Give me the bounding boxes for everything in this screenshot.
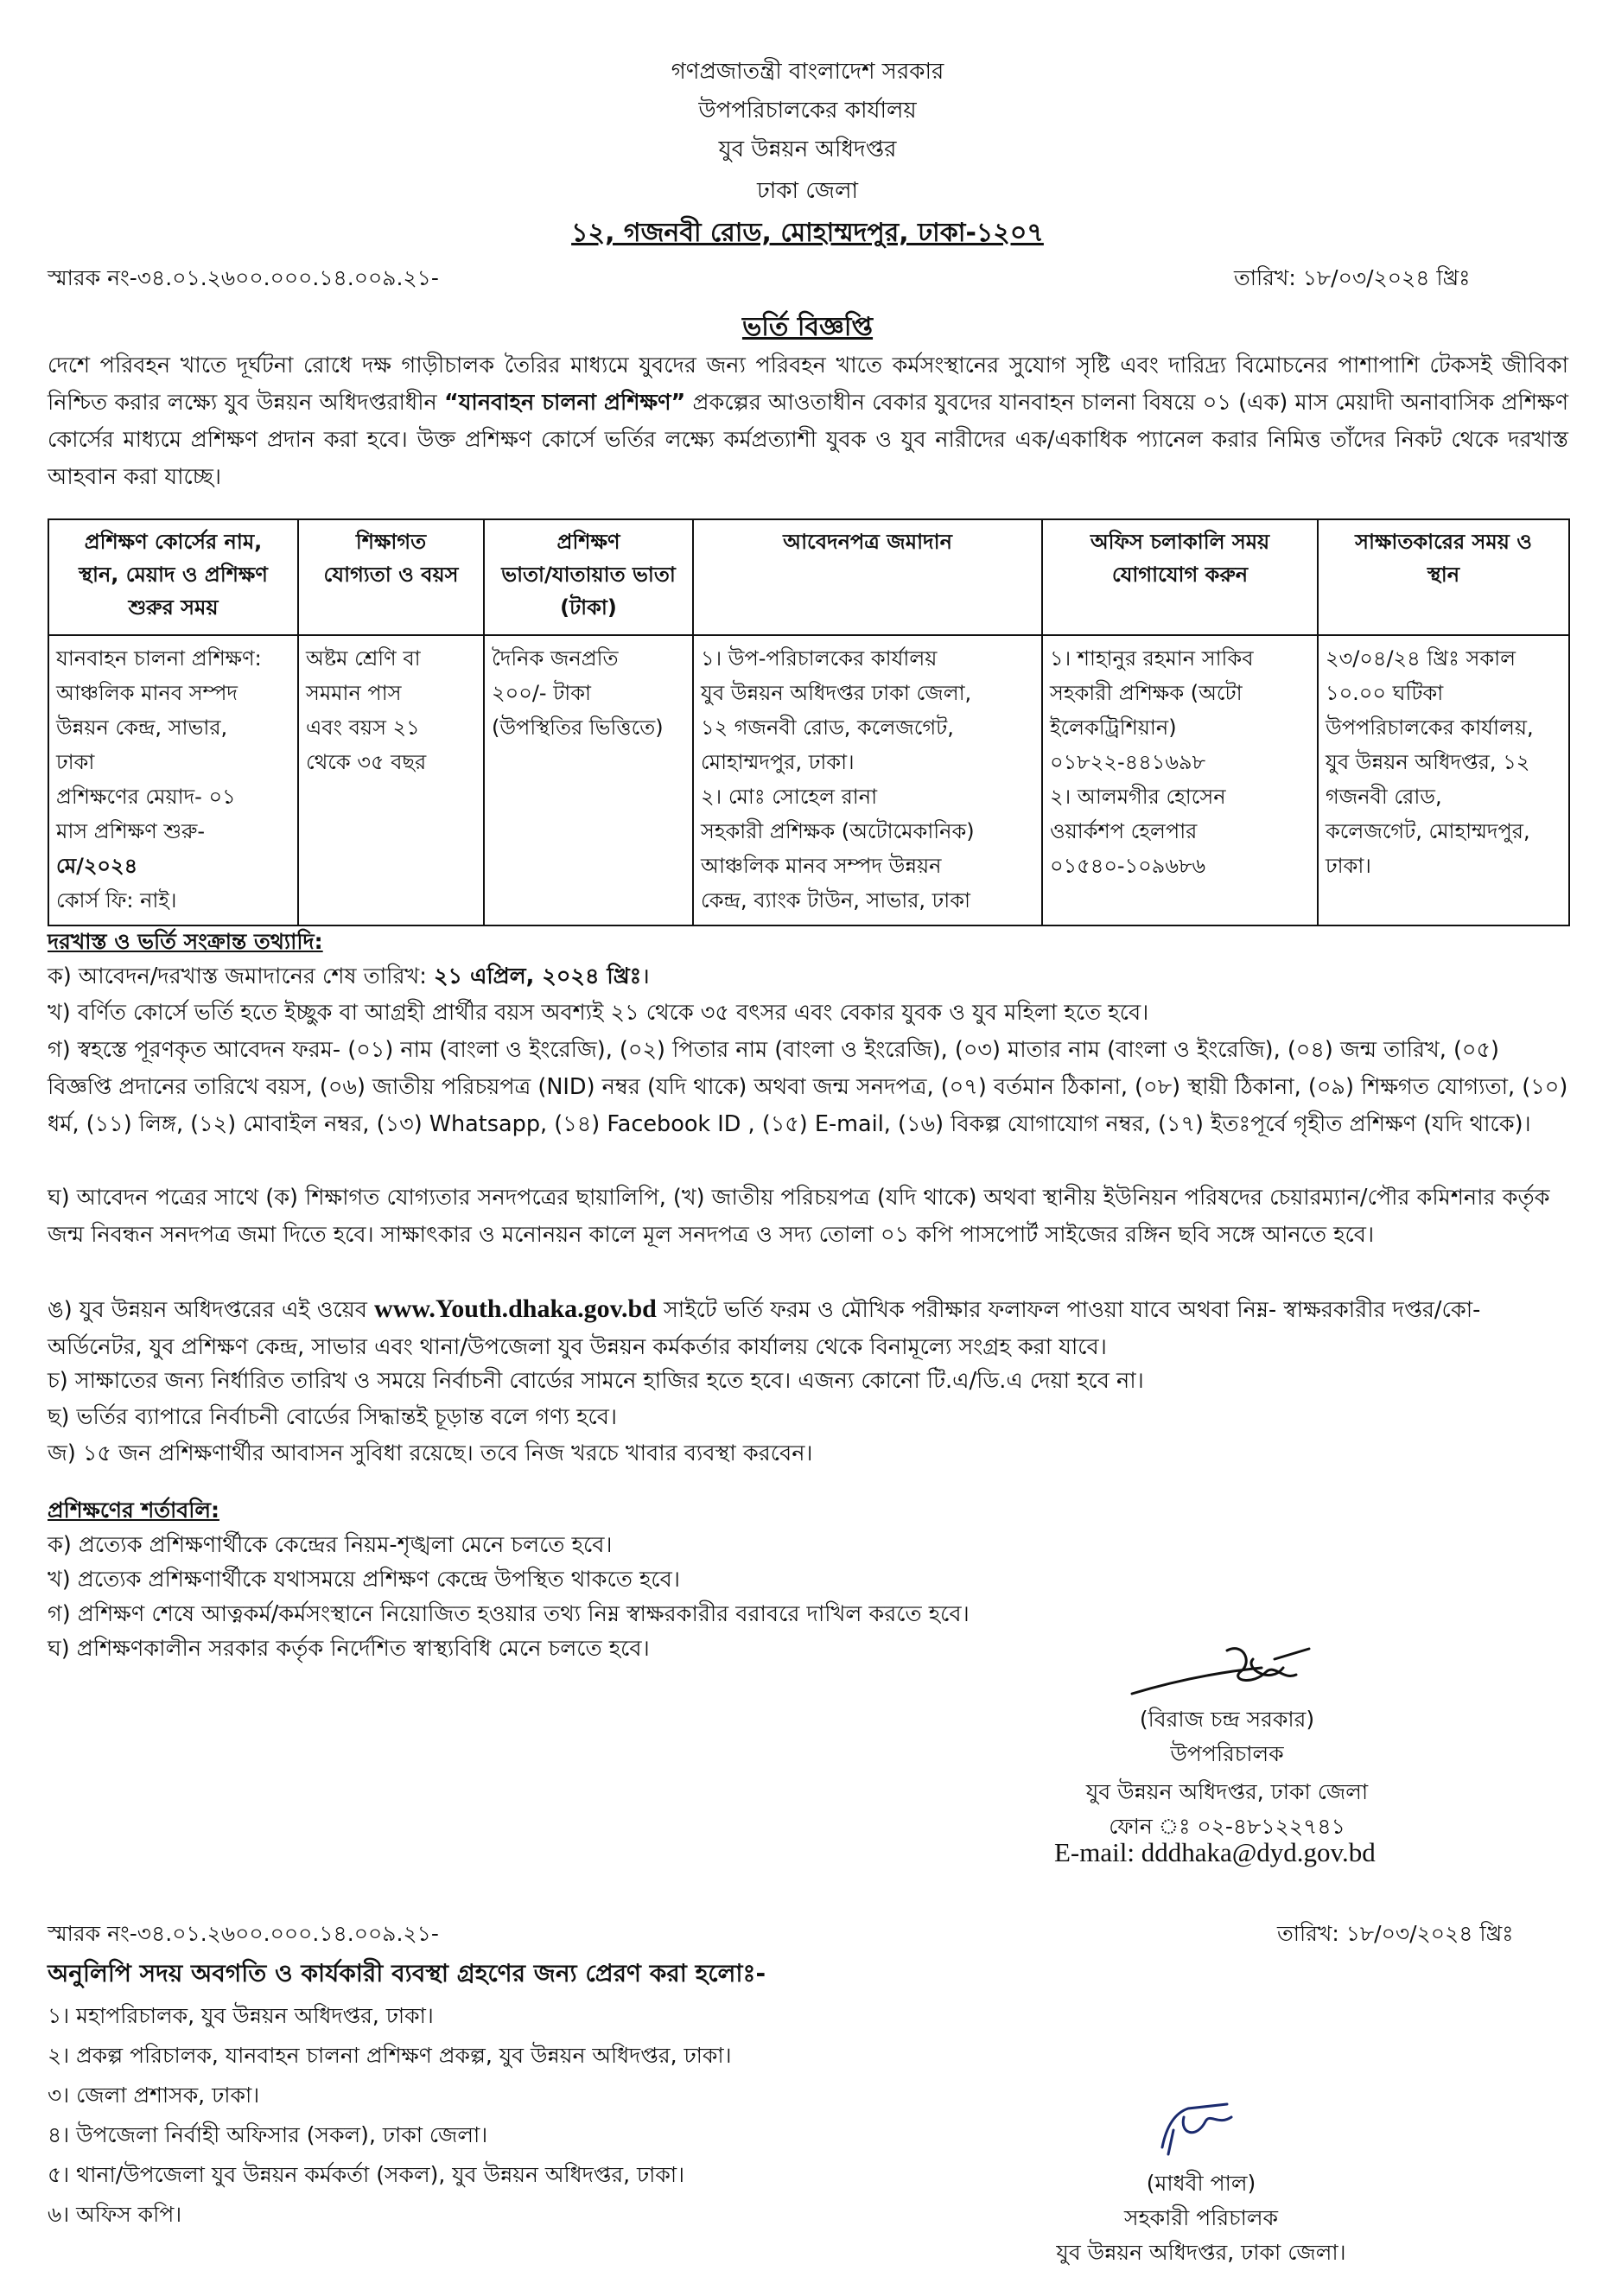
cell-line: সহকারী প্রশিক্ষক (অটোমেকানিক) — [701, 819, 975, 843]
deadline-date: ২১ এপ্রিল, ২০২৪ খ্রিঃ — [433, 964, 642, 989]
header-qualification — [298, 519, 484, 635]
course-start-month: মে/২০২৪ — [56, 854, 138, 878]
cell-allowance — [484, 635, 693, 925]
info-item-ga: গ) স্বহস্তে পূরণকৃত আবেদন ফরম- (০১) নাম (বাংলা ও ইংরেজি), (০২) পিতার নাম (বাংলা ও ইংরেজি), (০৩) মাতার নাম (বাংলা ও ইংরেজি), (০৪) জন্ম তারিখ, (০৫) বিজ্ঞপ্তি প্রদানের তারিখে বয়স, (০৬) জাতীয় পরিচয়পত্র (NID) নম্বর (যদি থাকে) অথবা জন্ম সনদপত্র, (০৭) বর্তমান ঠিকানা, (০৮) স্থায়ী ঠিকানা, (০৯) শিক্ষগত যোগ্যতা, (১০) ধর্ম, (১১) লিঙ্গ, (১২) মোবাইল নম্বর, (১৩) Whatsapp, (১৪) Facebook ID , (১৫) E-mail, (১৬) বিকল্প যোগাযোগ নম্বর, (১৭) ইতঃপূর্বে গৃহীত প্রশিক্ষণ (যদি থাকে)। — [48, 1037, 1568, 1137]
header-line: প্রশিক্ষণ — [556, 530, 620, 554]
cell-line: ঢাকা — [56, 750, 95, 774]
header-allowance — [484, 519, 693, 635]
signatory-2-designation: সহকারী পরিচালক — [1124, 2205, 1278, 2230]
header-line: যোগ্যতা ও বয়স — [323, 563, 459, 587]
cell-interview — [1318, 635, 1569, 925]
signatory-1-designation: উপপরিচালক — [1170, 1741, 1284, 1766]
project-name: “যানবাহন চালনা প্রশিক্ষণ” — [443, 390, 686, 416]
copy-recipient: ৫। থানা/উপজেলা যুব উন্নয়ন কর্মকর্তা (সকল), যুব উন্নয়ন অধিদপ্তর, ঢাকা। — [48, 2162, 685, 2187]
copy-recipient: ৩। জেলা প্রশাসক, ঢাকা। — [48, 2083, 260, 2108]
condition-item: খ) প্রত্যেক প্রশিক্ষণার্থীকে যথাসময়ে প্রশিক্ষণ কেন্দ্রে উপস্থিত থাকতে হবে। — [48, 1567, 680, 1593]
header-line: সাক্ষাতকারের সময় ও — [1355, 530, 1532, 554]
intro-text-2: প্রকল্পের আওতাধীন বেকার যুবদের যানবাহন চালনা বিষয়ে ০১ (এক) মাস মেয়াদী অনাবাসিক প্রশিক্ষণ কোর্সের মাধ্যমে প্রশিক্ষণ প্রদান করা হবে। উক্ত প্রশিক্ষণ কোর্সে ভর্তির লক্ষ্যে কর্মপ্রত্যাশী যুবক ও যুব নারীদের এক/একাধিক প্যানেল করার নিমিত্ত তাঁদের নিকট থেকে দরখাস্ত আহবান করা যাচ্ছে। — [48, 390, 1568, 490]
header-line: (টাকা) — [560, 595, 617, 620]
cell-line: ২। আলমগীর হোসেন — [1050, 785, 1226, 809]
header-line: অফিস চলাকালি সময় — [1090, 530, 1270, 554]
cell-line: যুব উন্নয়ন অধিদপ্তর ঢাকা জেলা, — [701, 681, 972, 705]
copy-recipient: ২। প্রকল্প পরিচালক, যানবাহন চালনা প্রশিক্ষণ প্রকল্প, যুব উন্নয়ন অধিদপ্তর, ঢাকা। — [48, 2043, 732, 2068]
cell-line: ১। উপ-পরিচালকের কার্যালয় — [701, 646, 938, 671]
cell-line: ইলেকট্রিশিয়ান) — [1050, 716, 1177, 740]
header-line: প্রশিক্ষণ কোর্সের নাম, — [84, 530, 263, 554]
cell-line: কেন্দ্র, ব্যাংক টাউন, সাভার, ঢাকা — [701, 888, 970, 913]
district-name: ঢাকা জেলা — [757, 178, 858, 204]
cell-line: ২। মোঃ সোহেল রানা — [701, 785, 878, 809]
course-table — [48, 518, 1570, 926]
signatory-1-office: যুব উন্নয়ন অধিদপ্তর, ঢাকা জেলা — [1085, 1779, 1369, 1804]
signatory-1-phone: ফোন ঃ ০২-৪৮১২২৭৪১ — [1109, 1814, 1345, 1839]
intro-paragraph — [48, 347, 1568, 496]
cell-line: দৈনিক জনপ্রতি — [492, 646, 619, 671]
copy-recipient: ৪। উপজেলা নির্বাহী অফিসার (সকল), ঢাকা জেলা। — [48, 2122, 488, 2147]
cell-line: ১২ গজনবী রোড, কলেজগেট, — [701, 716, 954, 740]
cell-line: উপপরিচালকের কার্যালয়, — [1326, 716, 1534, 740]
header-application — [693, 519, 1042, 635]
header-line: যোগাযোগ করুন — [1111, 563, 1249, 587]
header-line: শুরুর সময় — [128, 595, 219, 620]
header-line: শিক্ষাগত — [355, 530, 427, 554]
notice-title: ভর্তি বিজ্ঞপ্তি — [741, 312, 874, 342]
cell-line: থেকে ৩৫ বছর — [306, 750, 427, 774]
signatory-1-name: (বিরাজ চন্দ্র সরকার) — [1139, 1707, 1315, 1732]
signatory-2-block — [1020, 2166, 1383, 2270]
memo-number: স্মারক নং-৩৪.০১.২৬০০.০০০.১৪.০০৯.২১- — [48, 265, 439, 290]
copy-recipient: ৬। অফিস কপি। — [48, 2202, 182, 2227]
office-name: উপপরিচালকের কার্যালয় — [698, 98, 917, 124]
info-item-gha: ঘ) আবেদন পত্রের সাথে (ক) শিক্ষাগত যোগ্যতার সনদপত্রের ছায়ালিপি, (খ) জাতীয় পরিচয়পত্র (যদি থাকে) অথবা স্থানীয় ইউনিয়ন পরিষদের চেয়ারম্যান/পৌর কমিশনার কর্তৃক জন্ম নিবন্ধন সনদপত্র জমা দিতে হবে। সাক্ষাৎকার ও মনোনয়ন কালে মূল সনদপত্র ও সদ্য তোলা ০১ কপি পাসপোর্ট সাইজের রঙ্গিন ছবি সঙ্গে আনতে হবে। — [48, 1185, 1550, 1248]
office-address: ১২, গজনবী রোড, মোহাম্মদপুর, ঢাকা-১২০৭ — [571, 218, 1044, 248]
cell-line: প্রশিক্ষণের মেয়াদ- ০১ — [56, 785, 236, 809]
website-link[interactable]: www.Youth.dhaka.gov.bd — [374, 1294, 657, 1323]
cell-line: (উপস্থিতির ভিত্তিতে) — [492, 716, 664, 740]
info-text: ঙ) যুব উন্নয়ন অধিদপ্তরের এই ওয়েব — [48, 1297, 375, 1323]
cell-line: মোহাম্মদপুর, ঢাকা। — [701, 750, 855, 774]
cell-line: কলেজগেট, মোহাম্মদপুর, — [1326, 819, 1530, 843]
copy-memo-date: তারিখ: ১৮/০৩/২০২৪ খ্রিঃ — [1277, 1921, 1514, 1946]
condition-item: গ) প্রশিক্ষণ শেষে আত্নকর্ম/কর্মসংস্থানে নিয়োজিত হওয়ার তথ্য নিম্ন স্বাক্ষরকারীর বরাবরে দাখিল করতে হবে। — [48, 1601, 970, 1627]
cell-line: মাস প্রশিক্ষণ শুরু- — [56, 819, 206, 843]
contact-phone-1: ০১৮২২-৪৪১৬৯৮ — [1050, 750, 1206, 774]
header-course — [48, 519, 298, 635]
cell-contact — [1042, 635, 1318, 925]
info-item-uma — [48, 1290, 1568, 1366]
cell-line: কোর্স ফি: নাই। — [56, 888, 177, 913]
header-interview — [1318, 519, 1569, 635]
cell-line: ২০০/- টাকা — [492, 681, 591, 705]
department-name: যুব উন্নয়ন অধিদপ্তর — [718, 137, 897, 162]
condition-item: ক) প্রত্যেক প্রশিক্ষণার্থীকে কেন্দ্রের নিয়ম-শৃঙ্খলা মেনে চলতে হবে। — [48, 1532, 613, 1558]
cell-application — [693, 635, 1042, 925]
cell-line: সমমান পাস — [306, 681, 402, 705]
cell-line: ২৩/০৪/২৪ খ্রিঃ সকাল — [1326, 646, 1516, 671]
cell-line: এবং বয়স ২১ — [306, 716, 420, 740]
signatory-1-email[interactable]: E-mail: dddhaka@dyd.gov.bd — [1054, 1837, 1376, 1867]
cell-line: যানবাহন চালনা প্রশিক্ষণ: — [56, 646, 262, 671]
info-item-ka — [48, 959, 1568, 994]
signatory-2-office: যুব উন্নয়ন অধিদপ্তর, ঢাকা জেলা। — [1056, 2240, 1346, 2265]
signature-image-2 — [1149, 2096, 1253, 2165]
cell-line: সহকারী প্রশিক্ষক (অটো — [1050, 681, 1243, 705]
info-text: সাইটে ভর্তি ফরম ও মৌখিক পরীক্ষার ফলাফল পাওয়া যাবে অথবা নিম্ন- স্বাক্ষরকারীর দপ্তর/কো-অর্ডিনেটর, যুব প্রশিক্ষণ কেন্দ্র, সাভার এবং থানা/উপজেলা যুব উন্নয়ন কর্মকর্তার কার্যালয় থেকে বিনামূল্যে সংগ্রহ করা যাবে। — [48, 1297, 1481, 1360]
cell-course — [48, 635, 298, 925]
cell-line: অষ্টম শ্রেণি বা — [306, 646, 421, 671]
signature-image-1 — [1123, 1633, 1322, 1711]
cell-line: উন্নয়ন কেন্দ্র, সাভার, — [56, 716, 228, 740]
header-line: স্থান, মেয়াদ ও প্রশিক্ষণ — [79, 563, 268, 587]
memo-date: তারিখ: ১৮/০৩/২০২৪ খ্রিঃ — [1234, 265, 1471, 290]
table-row — [48, 635, 1569, 925]
info-text: ক) আবেদন/দরখাস্ত জমাদানের শেষ তারিখ: — [48, 964, 434, 989]
signatory-1-block — [985, 1702, 1469, 1844]
copy-memo-number: স্মারক নং-৩৪.০১.২৬০০.০০০.১৪.০০৯.২১- — [48, 1921, 439, 1946]
info-item-cha: চ) সাক্ষাতের জন্য নির্ধারিত তারিখ ও সময়ে নির্বাচনী বোর্ডের সামনে হাজির হতে হবে। এজন্য কোনো টি.এ/ডি.এ দেয়া হবে না। — [48, 1368, 1144, 1394]
cell-qualification — [298, 635, 484, 925]
copy-title: অনুলিপি সদয় অবগতি ও কার্যকারী ব্যবস্থা গ্রহণের জন্য প্রেরণ করা হলোঃ- — [48, 1959, 766, 1988]
header-contact — [1042, 519, 1318, 635]
header-line: ভাতা/যাতায়াত ভাতা — [501, 563, 676, 587]
table-header-row — [48, 519, 1569, 635]
cell-line: ওয়ার্কশপ হেলপার — [1050, 819, 1198, 843]
copy-recipient: ১। মহাপরিচালক, যুব উন্নয়ন অধিদপ্তর, ঢাকা। — [48, 2003, 434, 2028]
intro-text-1: দেশে পরিবহন খাতে দূর্ঘটনা রোধে দক্ষ গাড়ীচালক তৈরির মাধ্যমে যুবদের জন্য পরিবহন খাতে কর্মসংস্থানের সুযোগ সৃষ্টি এবং দারিদ্র্য বিমোচনের পাশাপাশি টেকসই জীবিকা নিশ্চিত করার লক্ষ্যে যুব উন্নয়ন অধিদপ্তরাধীন — [48, 353, 1568, 416]
cell-line: গজনবী রোড, — [1326, 785, 1442, 809]
cell-line: যুব উন্নয়ন অধিদপ্তর, ১২ — [1326, 750, 1530, 774]
cell-line: ঢাকা। — [1326, 854, 1371, 878]
header-line: স্থান — [1427, 563, 1460, 587]
cell-line: ১। শাহানুর রহমান সাকিব — [1050, 646, 1254, 671]
info-text: । — [641, 964, 650, 989]
govt-name: গণপ্রজাতন্ত্রী বাংলাদেশ সরকার — [671, 59, 944, 85]
info-item-chha: ছ) ভর্তির ব্যাপারে নির্বাচনী বোর্ডের সিদ্ধান্তই চূড়ান্ত বলে গণ্য হবে। — [48, 1404, 618, 1430]
signatory-2-name: (মাধবী পাল) — [1146, 2171, 1256, 2196]
info-item-ja: জ) ১৫ জন প্রশিক্ষণার্থীর আবাসন সুবিধা রয়েছে। তবে নিজ খরচে খাবার ব্যবস্থা করবেন। — [48, 1441, 813, 1466]
info-section-title: দরখাস্ত ও ভর্তি সংক্রান্ত তথ্যাদি: — [48, 929, 323, 954]
cell-line: ১০.০০ ঘটিকা — [1326, 681, 1444, 705]
conditions-title: প্রশিক্ষণের শর্তাবলি: — [48, 1498, 219, 1523]
contact-phone-2: ০১৫৪০-১০৯৬৮৬ — [1050, 854, 1206, 878]
cell-line: আঞ্চলিক মানব সম্পদ — [56, 681, 238, 705]
cell-line: আঞ্চলিক মানব সম্পদ উন্নয়ন — [701, 854, 942, 878]
info-item-kha: খ) বর্ণিত কোর্সে ভর্তি হতে ইচ্ছুক বা আগ্রহী প্রার্থীর বয়স অবশ্যই ২১ থেকে ৩৫ বৎসর এবং বেকার যুবক ও যুব মহিলা হতে হবে। — [48, 1000, 1149, 1026]
condition-item: ঘ) প্রশিক্ষণকালীন সরকার কর্তৃক নির্দেশিত স্বাস্থ্যবিধি মেনে চলতে হবে। — [48, 1636, 650, 1662]
header-line: আবেদনপত্র জমাদান — [783, 530, 952, 554]
